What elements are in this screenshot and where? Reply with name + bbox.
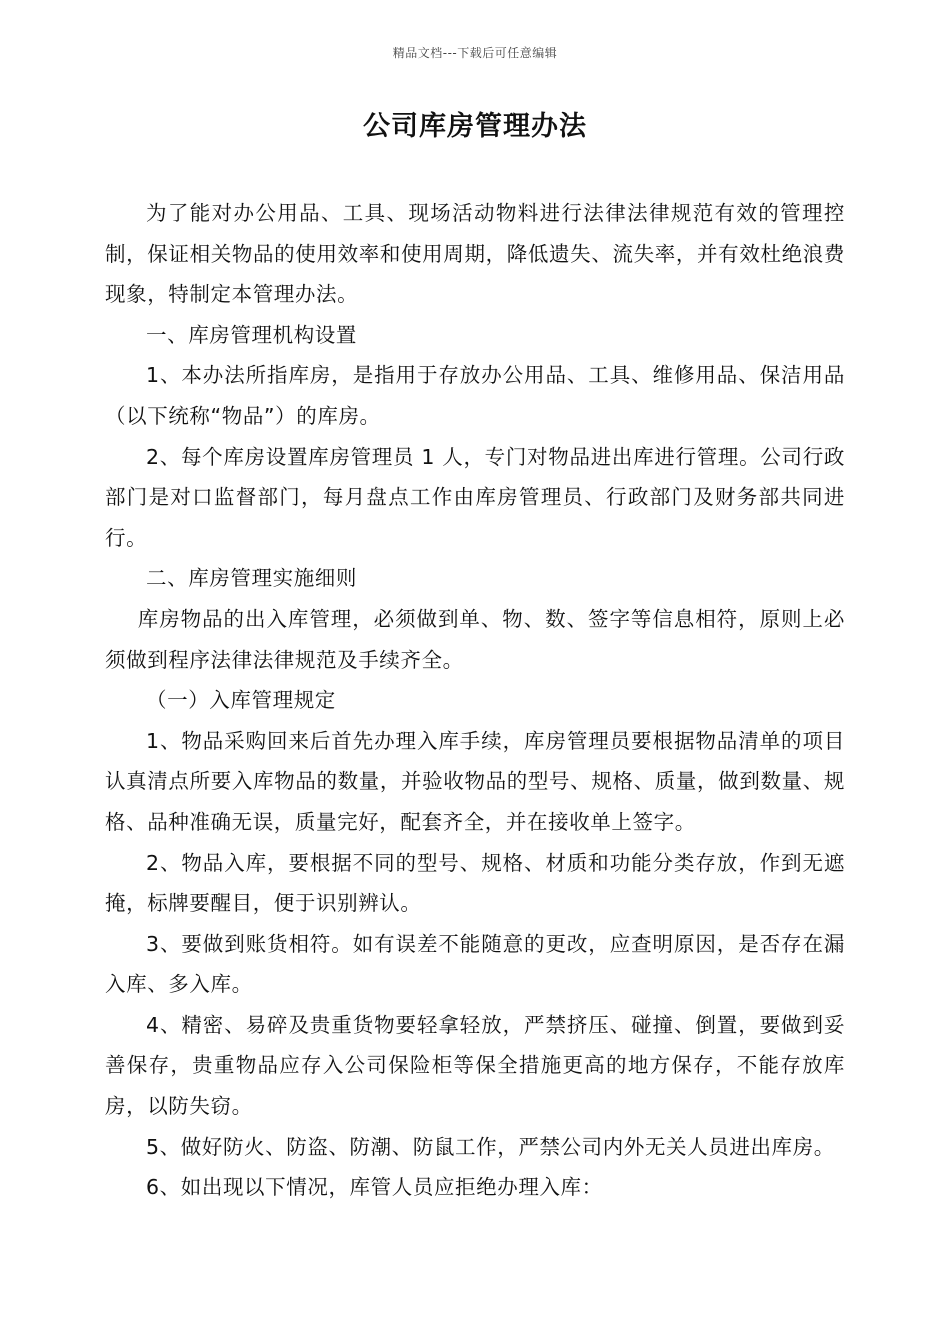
paragraph-2-intro: 库房物品的出入库管理，必须做到单、物、数、签字等信息相符，原则上必须做到程序法律法律规范及手续齐全。: [105, 606, 845, 672]
section-heading-2: 二、库房管理实施细则: [146, 566, 357, 591]
paragraph-2-5: 5、做好防火、防盗、防潮、防鼠工作，严禁公司内外无关人员进出库房。: [146, 1134, 835, 1159]
paragraph-1-1: 1、本办法所指库房，是指用于存放办公用品、工具、维修用品、保洁用品（以下统称“物品”）的库房。: [105, 363, 845, 428]
paragraph-1-2: 2、每个库房设置库房管理员 1 人，专门对物品进出库进行管理。公司行政部门是对口监督部门，每月盘点工作由库房管理员、行政部门及财务部共同进行。: [105, 444, 845, 550]
paragraph-2-6: 6、如出现以下情况，库管人员应拒绝办理入库：: [146, 1175, 603, 1200]
header-note: 精品文档---下载后可任意编辑: [392, 46, 558, 60]
section-heading-1: 一、库房管理机构设置: [146, 322, 357, 347]
document-title: 公司库房管理办法: [363, 111, 587, 142]
paragraph-2-3: 3、要做到账货相符。如有误差不能随意的更改，应查明原因，是否存在漏入库、多入库。: [105, 931, 845, 997]
paragraph-2-1: 1、物品采购回来后首先办理入库手续，库房管理员要根据物品清单的项目认真清点所要入库物品的数量，并验收物品的型号、规格、质量，做到数量、规格、品种准确无误，质量完好，配套齐全，并在接收单上签字。: [105, 728, 845, 834]
subsection-heading-1: （一）入库管理规定: [146, 688, 336, 713]
paragraph-2-4: 4、精密、易碎及贵重货物要轻拿轻放，严禁挤压、碰撞、倒置，要做到妥善保存，贵重物品应存入公司保险柜等保全措施更高的地方保存，不能存放库房，以防失窃。: [105, 1012, 845, 1119]
intro-paragraph: 为了能对办公用品、工具、现场活动物料进行法律法律规范有效的管理控制，保证相关物品的使用效率和使用周期，降低遗失、流失率，并有效杜绝浪费现象，特制定本管理办法。: [105, 201, 845, 307]
document-body: [105, 193, 845, 1208]
paragraph-2-2: 2、物品入库，要根据不同的型号、规格、材质和功能分类存放，作到无遮掩，标牌要醒目，便于识别辨认。: [105, 850, 845, 916]
